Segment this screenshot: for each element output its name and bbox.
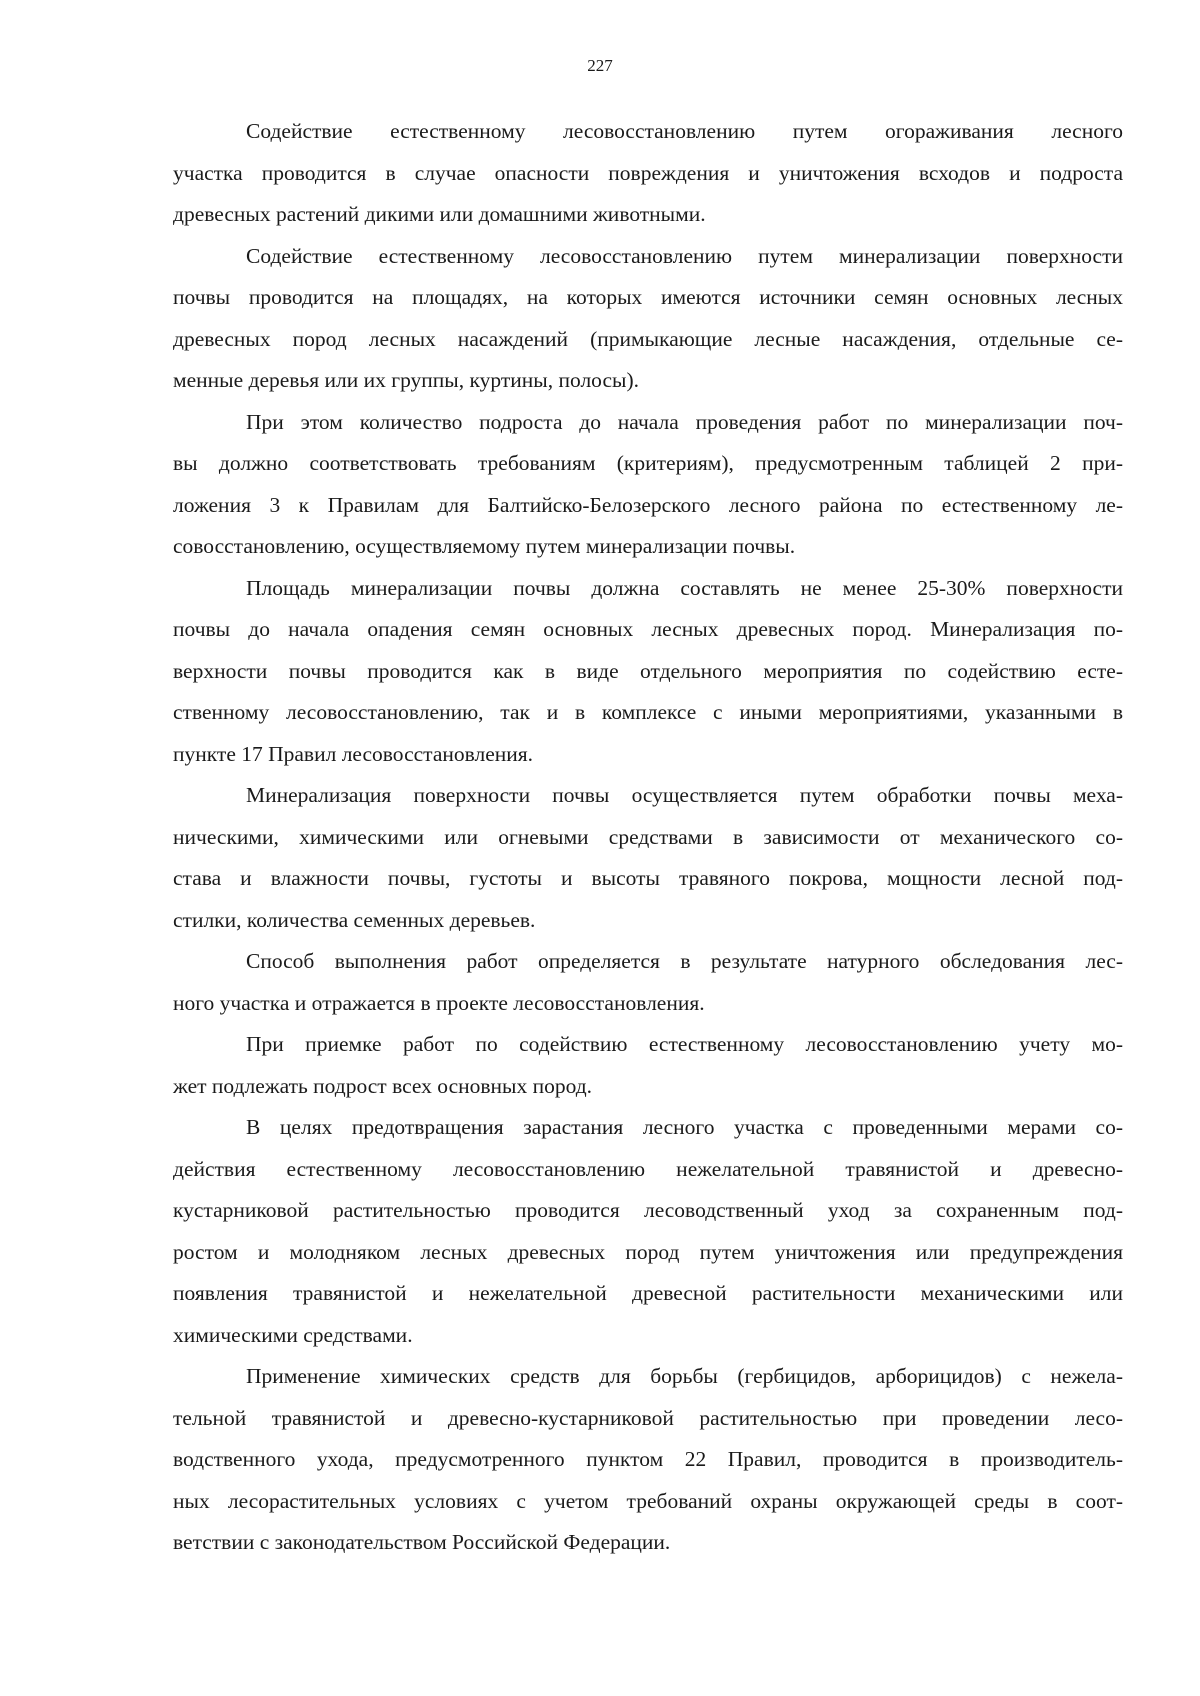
document-body bbox=[173, 111, 1123, 1564]
text-line: водственного ухода, предусмотренного пунктом 22 Правил, проводится в производитель- bbox=[173, 1447, 1123, 1471]
text-line: Минерализация поверхности почвы осуществляется путем обработки почвы меха- bbox=[246, 783, 1123, 807]
text-line: стилки, количества семенных деревьев. bbox=[173, 907, 536, 932]
text-line: ростом и молодняком лесных древесных пород путем уничтожения или предупреждения bbox=[173, 1239, 1123, 1264]
text-line: действия естественному лесовосстановлению нежелательной травянистой и древесно- bbox=[173, 1156, 1123, 1181]
text-line: участка проводится в случае опасности повреждения и уничтожения всходов и подроста bbox=[173, 160, 1123, 185]
text-line: кустарниковой растительностью проводится лесоводственный уход за сохраненным под- bbox=[173, 1198, 1123, 1222]
paragraph bbox=[173, 568, 1123, 776]
text-line: почвы до начала опадения семян основных лесных древесных пород. Минерализация по- bbox=[173, 617, 1123, 641]
text-line: ложения 3 к Правилам для Балтийско-Белозерского лесного района по естественному ле- bbox=[173, 492, 1123, 517]
paragraph bbox=[173, 1107, 1123, 1356]
paragraph bbox=[173, 941, 1123, 1024]
paragraph bbox=[173, 1356, 1123, 1564]
text-line: ственному лесовосстановлению, так и в комплексе с иными мероприятиями, указанными в bbox=[173, 700, 1123, 724]
text-line: древесных растений дикими или домашними животными. bbox=[173, 202, 706, 226]
text-line: Способ выполнения работ определяется в результате натурного обследования лес- bbox=[246, 949, 1123, 973]
text-line: совосстановлению, осуществляемому путем минерализации почвы. bbox=[173, 534, 796, 558]
text-line: Площадь минерализации почвы должна составлять не менее 25-30% поверхности bbox=[246, 575, 1123, 600]
text-line: верхности почвы проводится как в виде отдельного мероприятия по содействию есте- bbox=[173, 658, 1123, 683]
text-line: ного участка и отражается в проекте лесовосстановления. bbox=[173, 990, 705, 1015]
text-line: почвы проводится на площадях, на которых имеются источники семян основных лесных bbox=[173, 285, 1123, 309]
text-line: Содействие естественному лесовосстановлению путем огораживания лесного bbox=[246, 119, 1123, 143]
text-line: ветствии с законодательством Российской Федерации. bbox=[173, 1530, 671, 1554]
text-line: Содействие естественному лесовосстановлению путем минерализации поверхности bbox=[246, 243, 1123, 268]
text-line: Применение химических средств для борьбы (гербицидов, арборицидов) с нежела- bbox=[246, 1364, 1123, 1388]
paragraph bbox=[173, 402, 1123, 568]
text-line: древесных пород лесных насаждений (примыкающие лесные насаждения, отдельные се- bbox=[173, 326, 1123, 351]
text-line: вы должно соответствовать требованиям (критериям), предусмотренным таблицей 2 при- bbox=[173, 451, 1123, 475]
text-line: появления травянистой и нежелательной древесной растительности механическими или bbox=[173, 1281, 1123, 1305]
text-line: химическими средствами. bbox=[173, 1322, 413, 1347]
text-line: тельной травянистой и древесно-кустарниковой растительностью при проведении лесо- bbox=[173, 1405, 1123, 1430]
paragraph bbox=[173, 236, 1123, 402]
text-line: става и влажности почвы, густоты и высоты травяного покрова, мощности лесной под- bbox=[173, 866, 1123, 890]
paragraph bbox=[173, 775, 1123, 941]
text-line: менные деревья или их группы, куртины, полосы). bbox=[173, 368, 639, 392]
text-line: пункте 17 Правил лесовосстановления. bbox=[173, 741, 534, 766]
paragraph bbox=[173, 111, 1123, 236]
text-line: При этом количество подроста до начала проведения работ по минерализации поч- bbox=[246, 409, 1123, 434]
text-line: ническими, химическими или огневыми средствами в зависимости от механического со- bbox=[173, 824, 1123, 849]
text-line: жет подлежать подрост всех основных пород. bbox=[173, 1073, 593, 1098]
text-line: При приемке работ по содействию естественному лесовосстановлению учету мо- bbox=[246, 1032, 1123, 1056]
page-number: 227 bbox=[587, 56, 613, 75]
paragraph bbox=[173, 1024, 1123, 1107]
text-line: ных лесорастительных условиях с учетом требований охраны окружающей среды в соот- bbox=[173, 1488, 1123, 1513]
text-line: В целях предотвращения зарастания лесного участка с проведенными мерами со- bbox=[246, 1115, 1123, 1139]
